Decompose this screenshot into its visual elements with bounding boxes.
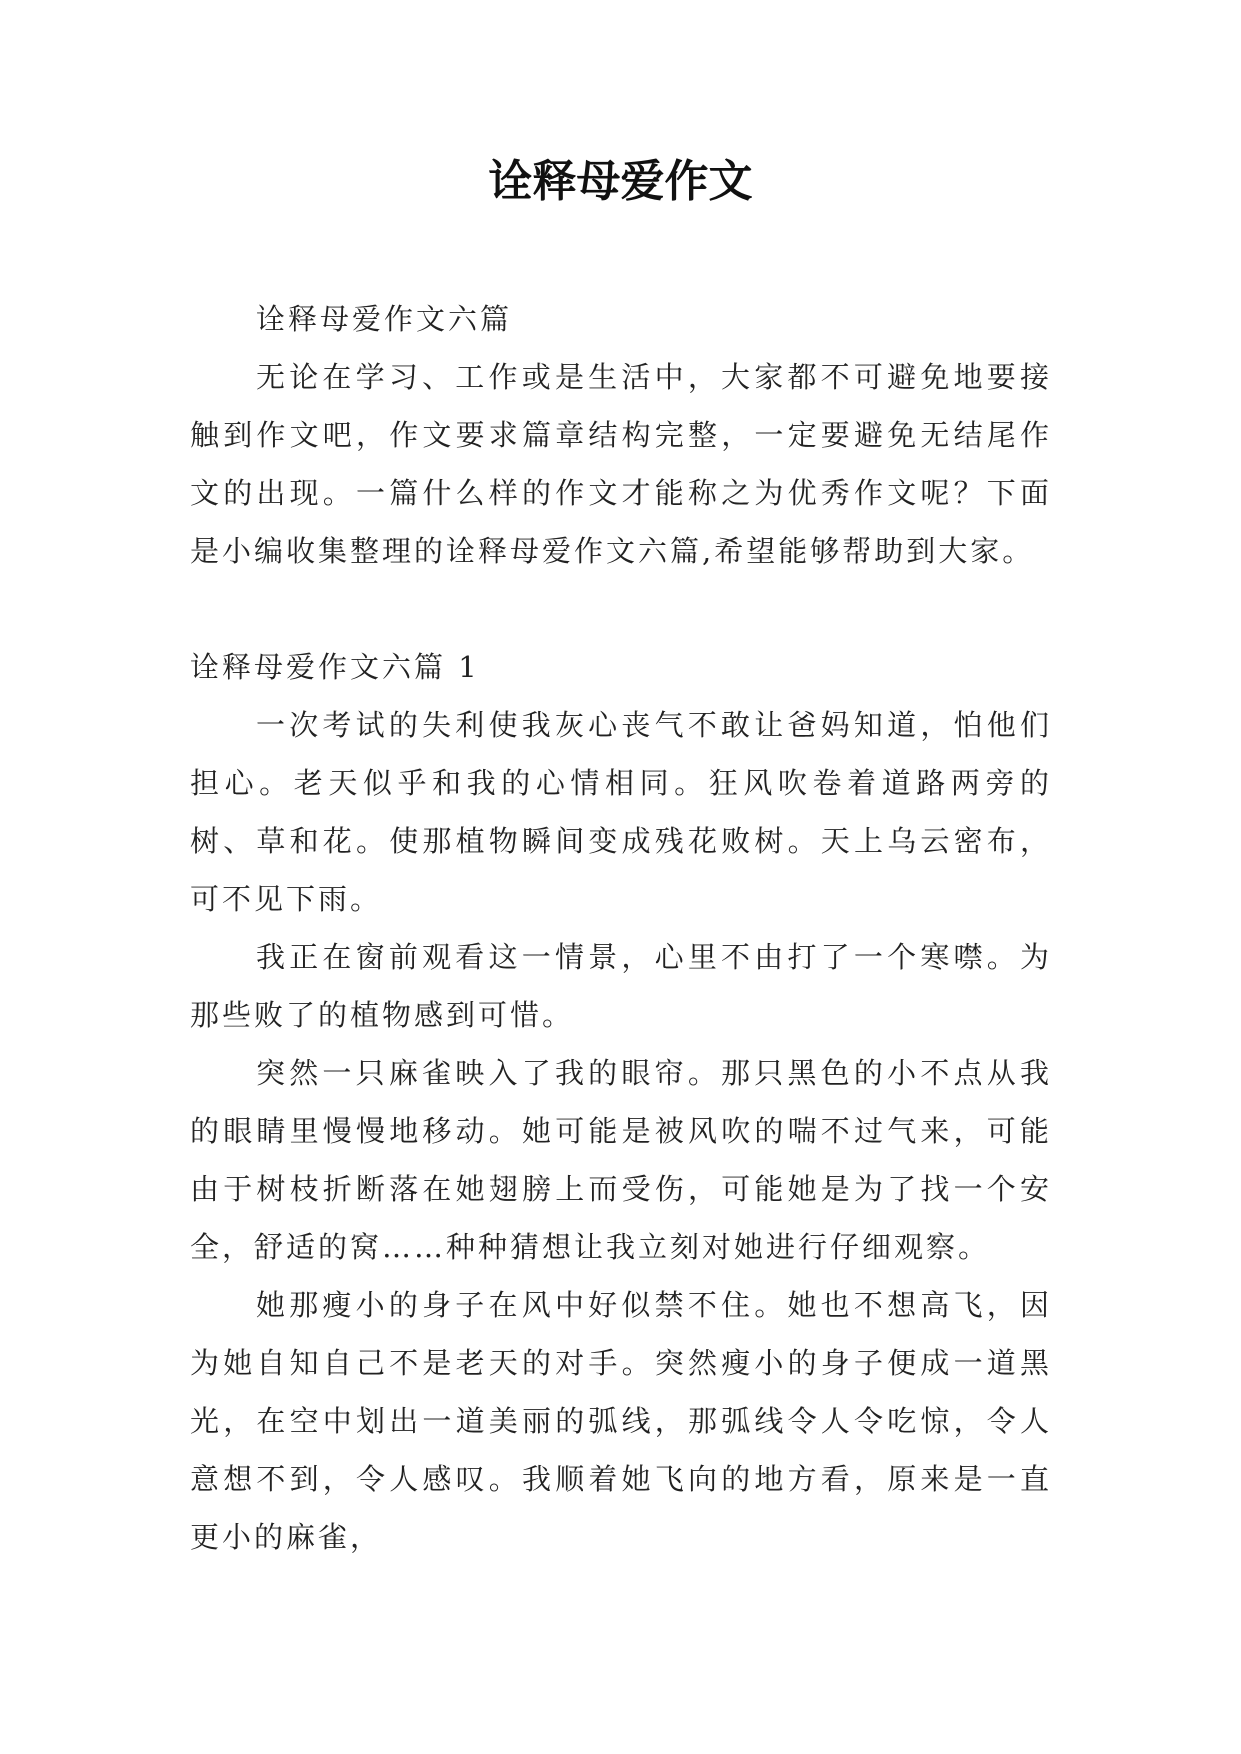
document-title: 诠释母爱作文 bbox=[488, 156, 753, 207]
body-paragraph-2: 我正在窗前观看这一情景，心里不由打了一个寒噤。为那些败了的植物感到可惜。 bbox=[190, 940, 1052, 1032]
intro-paragraph: 无论在学习、工作或是生活中，大家都不可避免地要接触到作文吧，作文要求篇章结构完整，一定要避免无结尾作文的出现。一篇什么样的作文才能称之为优秀作文呢？下面是小编收集整理的诠释母爱作文六篇,希望能够帮助到大家。 bbox=[190, 360, 1052, 568]
body-paragraph-3: 突然一只麻雀映入了我的眼帘。那只黑色的小不点从我的眼睛里慢慢地移动。她可能是被风吹的喘不过气来，可能由于树枝折断落在她翅膀上而受伤，可能她是为了找一个安全，舒适的窝……种种猜想让我立刻对她进行仔细观察。 bbox=[190, 1056, 1052, 1264]
document-body bbox=[190, 290, 1052, 1566]
body-paragraph-4: 她那瘦小的身子在风中好似禁不住。她也不想高飞，因为她自知自己不是老天的对手。突然瘦小的身子便成一道黑光，在空中划出一道美丽的弧线，那弧线令人令吃惊，令人意想不到，令人感叹。我顺着她飞向的地方看，原来是一直更小的麻雀， bbox=[190, 1288, 1052, 1554]
document-subtitle: 诠释母爱作文六篇 bbox=[256, 302, 513, 336]
section-heading: 诠释母爱作文六篇 1 bbox=[190, 650, 480, 684]
body-paragraph-1: 一次考试的失利使我灰心丧气不敢让爸妈知道，怕他们担心。老天似乎和我的心情相同。狂风吹卷着道路两旁的树、草和花。使那植物瞬间变成残花败树。天上乌云密布，可不见下雨。 bbox=[190, 708, 1052, 916]
